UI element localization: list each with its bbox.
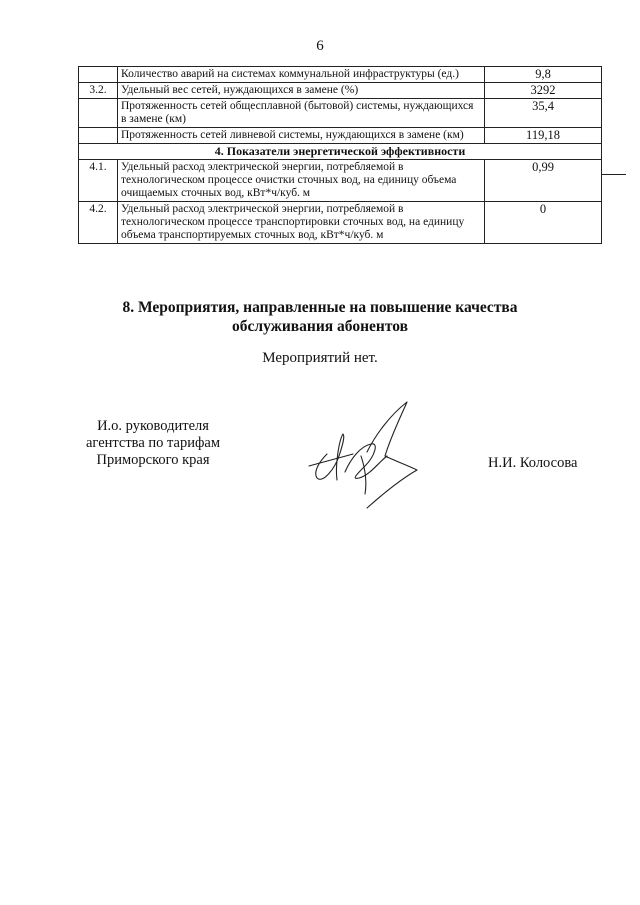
table-row bbox=[79, 83, 602, 99]
row-value: 0 bbox=[485, 202, 602, 244]
row-value: 0,99 bbox=[485, 160, 602, 202]
section-8-heading bbox=[0, 298, 640, 336]
page-number: 6 bbox=[316, 38, 324, 54]
table-row bbox=[79, 202, 602, 244]
section-8-heading-line2: обслуживания абонентов bbox=[232, 318, 408, 335]
row-value: 9,8 bbox=[485, 67, 602, 83]
row-value: 119,18 bbox=[485, 128, 602, 144]
position-line1: И.о. руководителя bbox=[97, 418, 209, 434]
position-line3: Приморского края bbox=[96, 452, 210, 468]
row-number bbox=[79, 67, 118, 83]
row-indicator: Удельный расход электрической энергии, потребляемой в технологическом процессе очистки сточных вод, на единицу объема очищаемых сточных вод, кВт*ч/куб. м bbox=[118, 160, 485, 202]
table-row bbox=[79, 128, 602, 144]
table-row bbox=[79, 99, 602, 128]
measures-text: Мероприятий нет. bbox=[262, 350, 378, 366]
table-row bbox=[79, 67, 602, 83]
row-number: 3.2. bbox=[79, 83, 118, 99]
row-number: 4.2. bbox=[79, 202, 118, 244]
row-number bbox=[79, 99, 118, 128]
row-indicator: Протяженность сетей общесплавной (бытовой) системы, нуждающихся в замене (км) bbox=[118, 99, 485, 128]
handwritten-signature bbox=[305, 396, 435, 511]
indicators-table bbox=[78, 66, 602, 244]
table-row bbox=[79, 160, 602, 202]
section-8-heading-line1: 8. Мероприятия, направленные на повышение качества bbox=[122, 299, 518, 316]
row-number: 4.1. bbox=[79, 160, 118, 202]
signer-name: Н.И. Колосова bbox=[488, 455, 578, 471]
section-title: 4. Показатели энергетической эффективности bbox=[79, 144, 602, 160]
table-section-row bbox=[79, 144, 602, 160]
row-indicator: Удельный вес сетей, нуждающихся в замене (%) bbox=[118, 83, 485, 99]
row-indicator: Удельный расход электрической энергии, потребляемой в технологическом процессе транспортировки сточных вод, на единицу объема транспортируемых сточных вод, кВт*ч/куб. м bbox=[118, 202, 485, 244]
position-line2: агентства по тарифам bbox=[86, 435, 220, 451]
row-value: 3292 bbox=[485, 83, 602, 99]
row-value: 35,4 bbox=[485, 99, 602, 128]
row-number bbox=[79, 128, 118, 144]
table-divider-extension bbox=[602, 174, 626, 175]
signatory-position bbox=[58, 418, 248, 469]
row-indicator: Количество аварий на системах коммунальной инфраструктуры (ед.) bbox=[118, 67, 485, 83]
row-indicator: Протяженность сетей ливневой системы, нуждающихся в замене (км) bbox=[118, 128, 485, 144]
